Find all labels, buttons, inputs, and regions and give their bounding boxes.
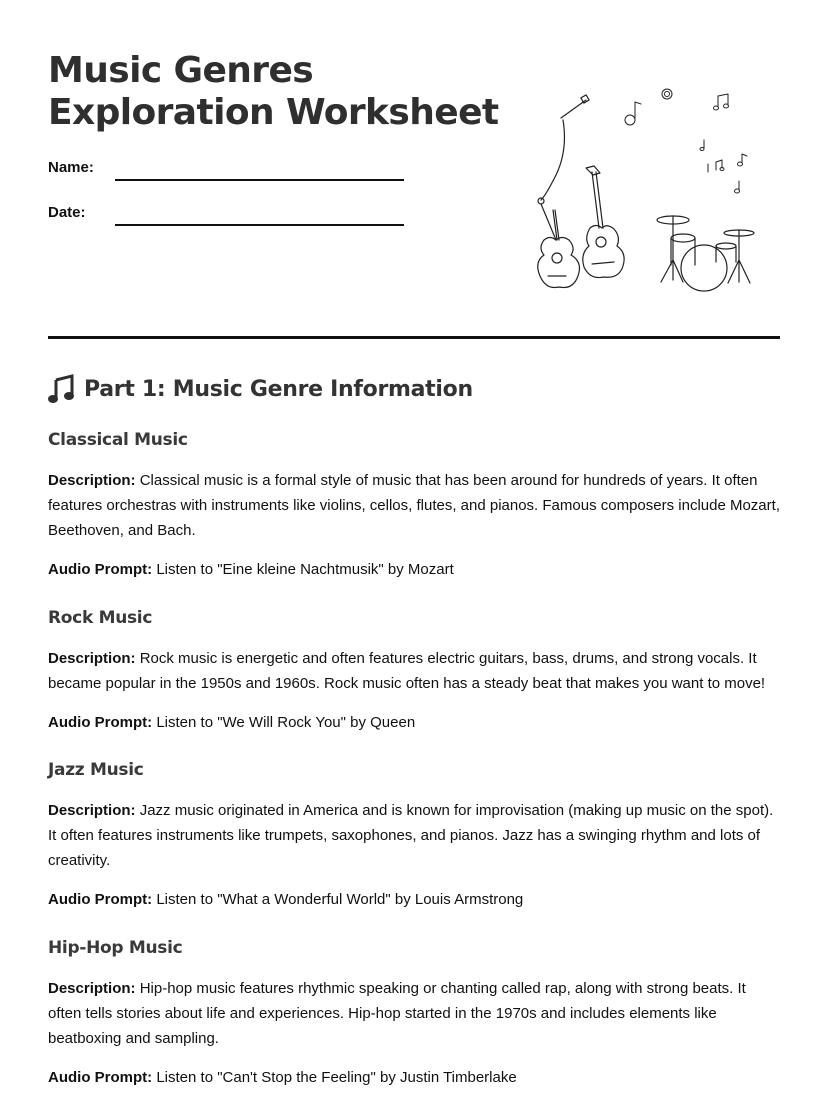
genre-title: Hip-Hop Music — [48, 938, 183, 958]
audio-prompt-label: Audio Prompt: — [48, 561, 153, 578]
music-note-icon — [48, 374, 74, 404]
date-field-row — [48, 204, 408, 228]
genre-title: Jazz Music — [48, 760, 144, 780]
description-label: Description: — [48, 472, 136, 489]
music-instruments-illustration — [526, 80, 766, 300]
description-text: Classical music is a formal style of music that has been around for hundreds of years. It often features orchestras with instruments like violins, cellos, flutes, and pianos. Famous composers include Mozart, Beethoven, and Bach. — [48, 472, 780, 539]
genre-section-rock — [48, 604, 780, 735]
description-label: Description: — [48, 802, 136, 819]
genre-description — [48, 468, 780, 543]
description-text: Rock music is energetic and often features electric guitars, bass, drums, and strong vocals. It became popular in the 1950s and 1960s. Rock music often has a steady beat that makes you want to move! — [48, 650, 766, 692]
genre-description — [48, 798, 780, 873]
audio-prompt-label: Audio Prompt: — [48, 891, 153, 908]
title-line-2: Exploration Worksheet — [48, 92, 499, 133]
acoustic-guitar-icon — [583, 166, 624, 278]
worksheet-title — [48, 50, 499, 134]
genre-audio-prompt — [48, 557, 780, 582]
genre-title: Classical Music — [48, 430, 188, 450]
name-label: Name: — [48, 159, 94, 176]
genre-description — [48, 646, 780, 696]
microphone-stand-icon — [538, 95, 589, 240]
genre-section-classical — [48, 426, 780, 582]
audio-prompt-text: Listen to "What a Wonderful World" by Louis Armstrong — [156, 891, 524, 908]
title-line-1: Music Genres — [48, 50, 314, 91]
acoustic-guitar-icon — [538, 210, 580, 288]
description-label: Description: — [48, 980, 136, 997]
drum-kit-icon — [657, 216, 754, 291]
audio-prompt-text: Listen to "Eine kleine Nachtmusik" by Mozart — [156, 561, 454, 578]
genre-audio-prompt — [48, 887, 780, 912]
genre-audio-prompt — [48, 710, 780, 735]
description-text: Hip-hop music features rhythmic speaking or chanting called rap, along with strong beats. It often tells stories about life and experiences. Hip-hop started in the 1970s and includes elements like beatboxing and sampling. — [48, 980, 746, 1047]
audio-prompt-text: Listen to "We Will Rock You" by Queen — [156, 714, 416, 731]
date-field[interactable] — [115, 224, 404, 226]
genre-title: Rock Music — [48, 608, 153, 628]
genre-audio-prompt — [48, 1065, 780, 1090]
genre-description — [48, 976, 780, 1051]
section-divider — [48, 336, 780, 339]
description-text: Jazz music originated in America and is known for improvisation (making up music on the spot). It often features instruments like trumpets, saxophones, and pianos. Jazz has a swinging rhythm and lots of creativity. — [48, 802, 774, 869]
name-field[interactable] — [115, 179, 404, 181]
genre-section-jazz — [48, 756, 780, 912]
genre-section-hip-hop — [48, 934, 780, 1090]
audio-prompt-text: Listen to "Can't Stop the Feeling" by Justin Timberlake — [156, 1069, 517, 1086]
date-label: Date: — [48, 204, 86, 221]
name-field-row — [48, 159, 408, 183]
audio-prompt-label: Audio Prompt: — [48, 1069, 153, 1086]
audio-prompt-label: Audio Prompt: — [48, 714, 153, 731]
description-label: Description: — [48, 650, 136, 667]
part1-title: Part 1: Music Genre Information — [84, 376, 473, 402]
floating-notes-icon — [625, 89, 747, 193]
part1-heading — [48, 372, 473, 406]
